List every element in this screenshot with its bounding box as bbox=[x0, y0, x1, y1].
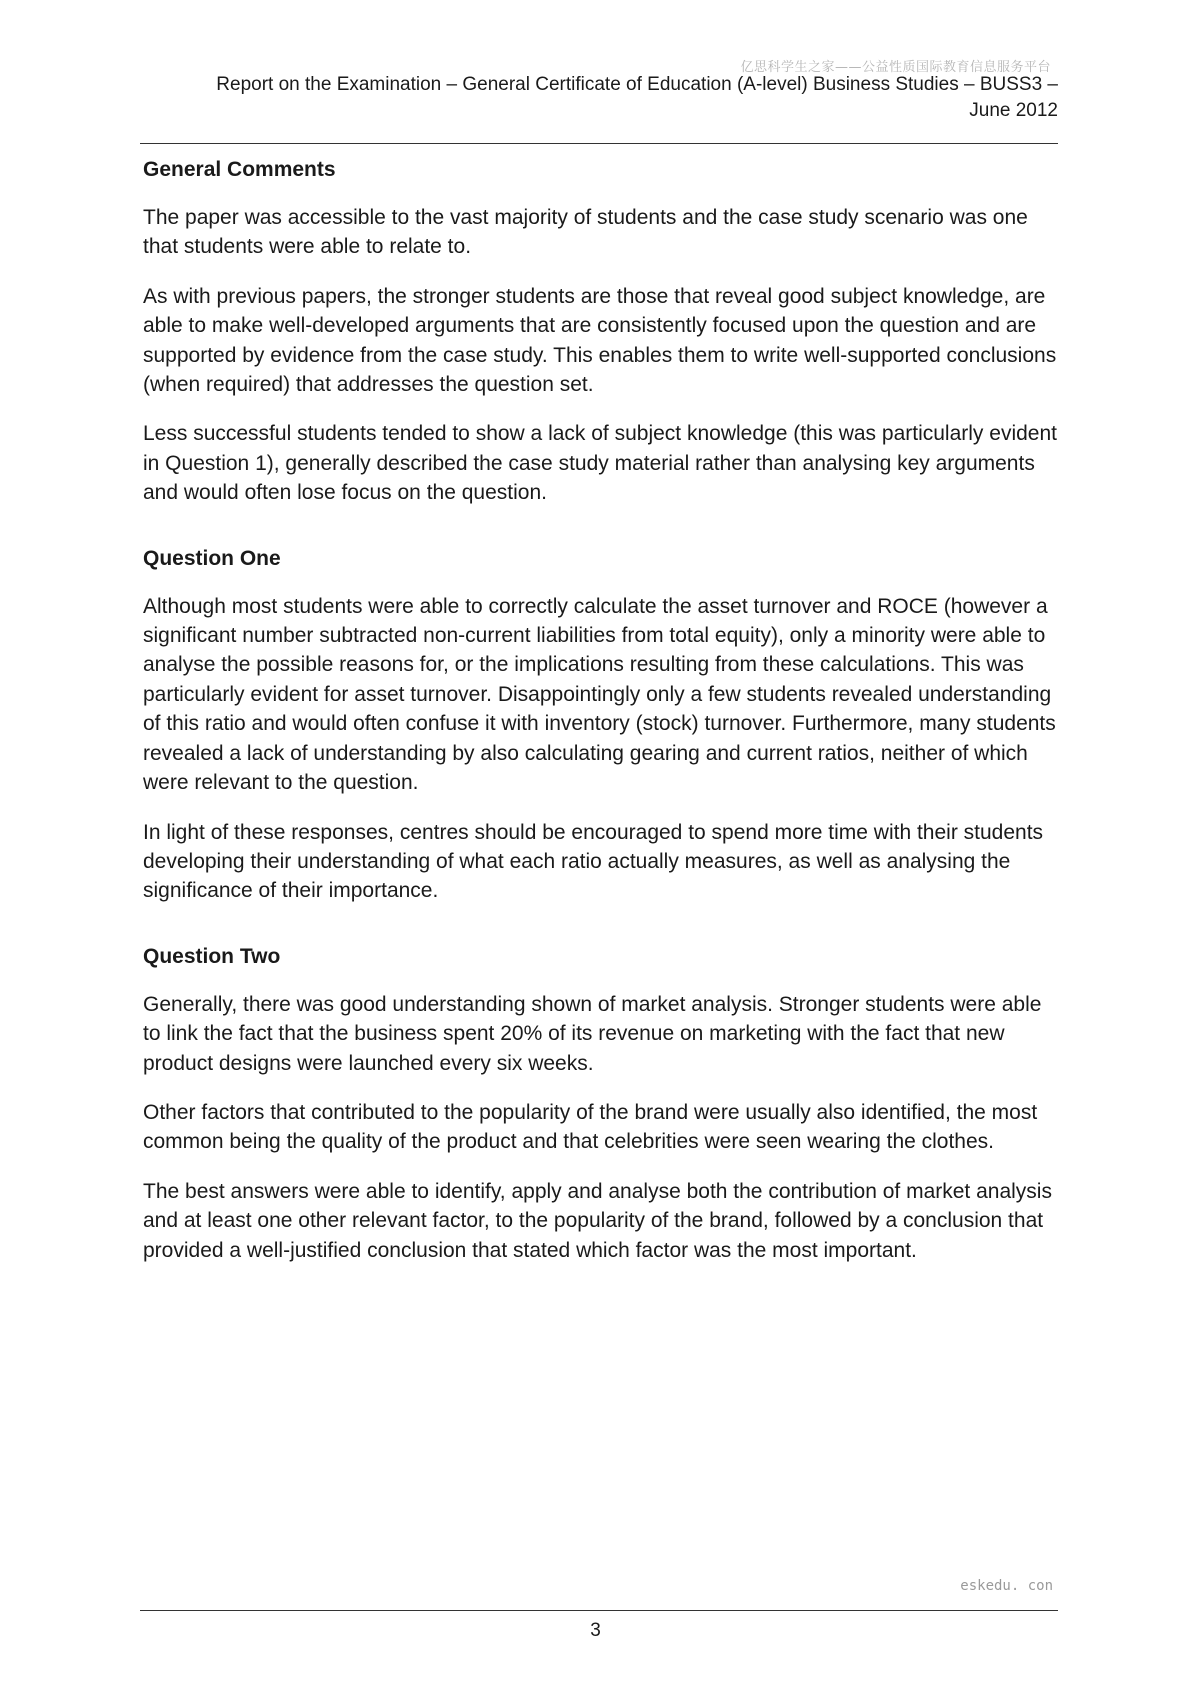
header-date-line: June 2012 bbox=[969, 100, 1058, 121]
section-heading: Question One bbox=[143, 546, 281, 570]
paragraph: Generally, there was good understanding shown of market analysis. Stronger students were able to link the fact that the business spent 20% of its revenue on marketing with the fact that new product designs were launched every six weeks. bbox=[143, 992, 1042, 1075]
header-title-line: Report on the Examination – General Certificate of Education (A-level) Business Studies – BUSS3 – bbox=[216, 74, 1058, 95]
section-general-comments bbox=[143, 155, 1058, 508]
section-heading: General Comments bbox=[143, 158, 336, 181]
paragraph: As with previous papers, the stronger students are those that reveal good subject knowledge, are able to make well-developed arguments that are consistently focused upon the question and are supported by evidence from the case study. This enables them to write well-supported conclusions (when required) that addresses the question set. bbox=[143, 284, 1057, 397]
watermark-top-text: 亿思科学生之家——公益性质国际教育信息服务平台 bbox=[740, 60, 1051, 75]
paragraph: The best answers were able to identify, apply and analyse both the contribution of market analysis and at least one other relevant factor, to the popularity of the brand, followed by a conclusion that provided a well-justified conclusion that stated which factor was the most important. bbox=[143, 1179, 1052, 1262]
watermark-bottom-text: eskedu. con bbox=[960, 1578, 1053, 1594]
section-question-one bbox=[143, 544, 1058, 906]
section-question-two bbox=[143, 942, 1058, 1265]
footer-divider bbox=[140, 1610, 1058, 1611]
paragraph: In light of these responses, centres should be encouraged to spend more time with their students developing their understanding of what each ratio actually measures, as well as analysing the significance of their importance. bbox=[143, 820, 1044, 903]
paragraph: The paper was accessible to the vast majority of students and the case study scenario was one that students were able to relate to. bbox=[143, 206, 1028, 259]
section-heading: Question Two bbox=[143, 944, 281, 968]
report-body bbox=[143, 155, 1058, 1285]
paragraph: Other factors that contributed to the popularity of the brand were usually also identified, the most common being the quality of the product and that celebrities were seen wearing the clothes. bbox=[143, 1100, 1038, 1154]
paragraph: Less successful students tended to show a lack of subject knowledge (this was particularly evident in Question 1), generally described the case study material rather than analysing key arguments and would often lose focus on the question. bbox=[143, 422, 1057, 505]
page-header bbox=[140, 72, 1058, 124]
page-number: 3 bbox=[590, 1620, 601, 1641]
header-divider bbox=[140, 143, 1058, 144]
paragraph: Although most students were able to correctly calculate the asset turnover and ROCE (however a significant number subtracted non-current liabilities from total equity), only a minority were able to analyse the possible reasons for, or the implications resulting from these calculations. This was particularly evident for asset turnover. Disappointingly only a few students revealed understanding of this ratio and would often confuse it with inventory (stock) turnover. Furthermore, many students revealed a lack of understanding by also calculating gearing and current ratios, neither of which were relevant to the question. bbox=[143, 594, 1056, 795]
